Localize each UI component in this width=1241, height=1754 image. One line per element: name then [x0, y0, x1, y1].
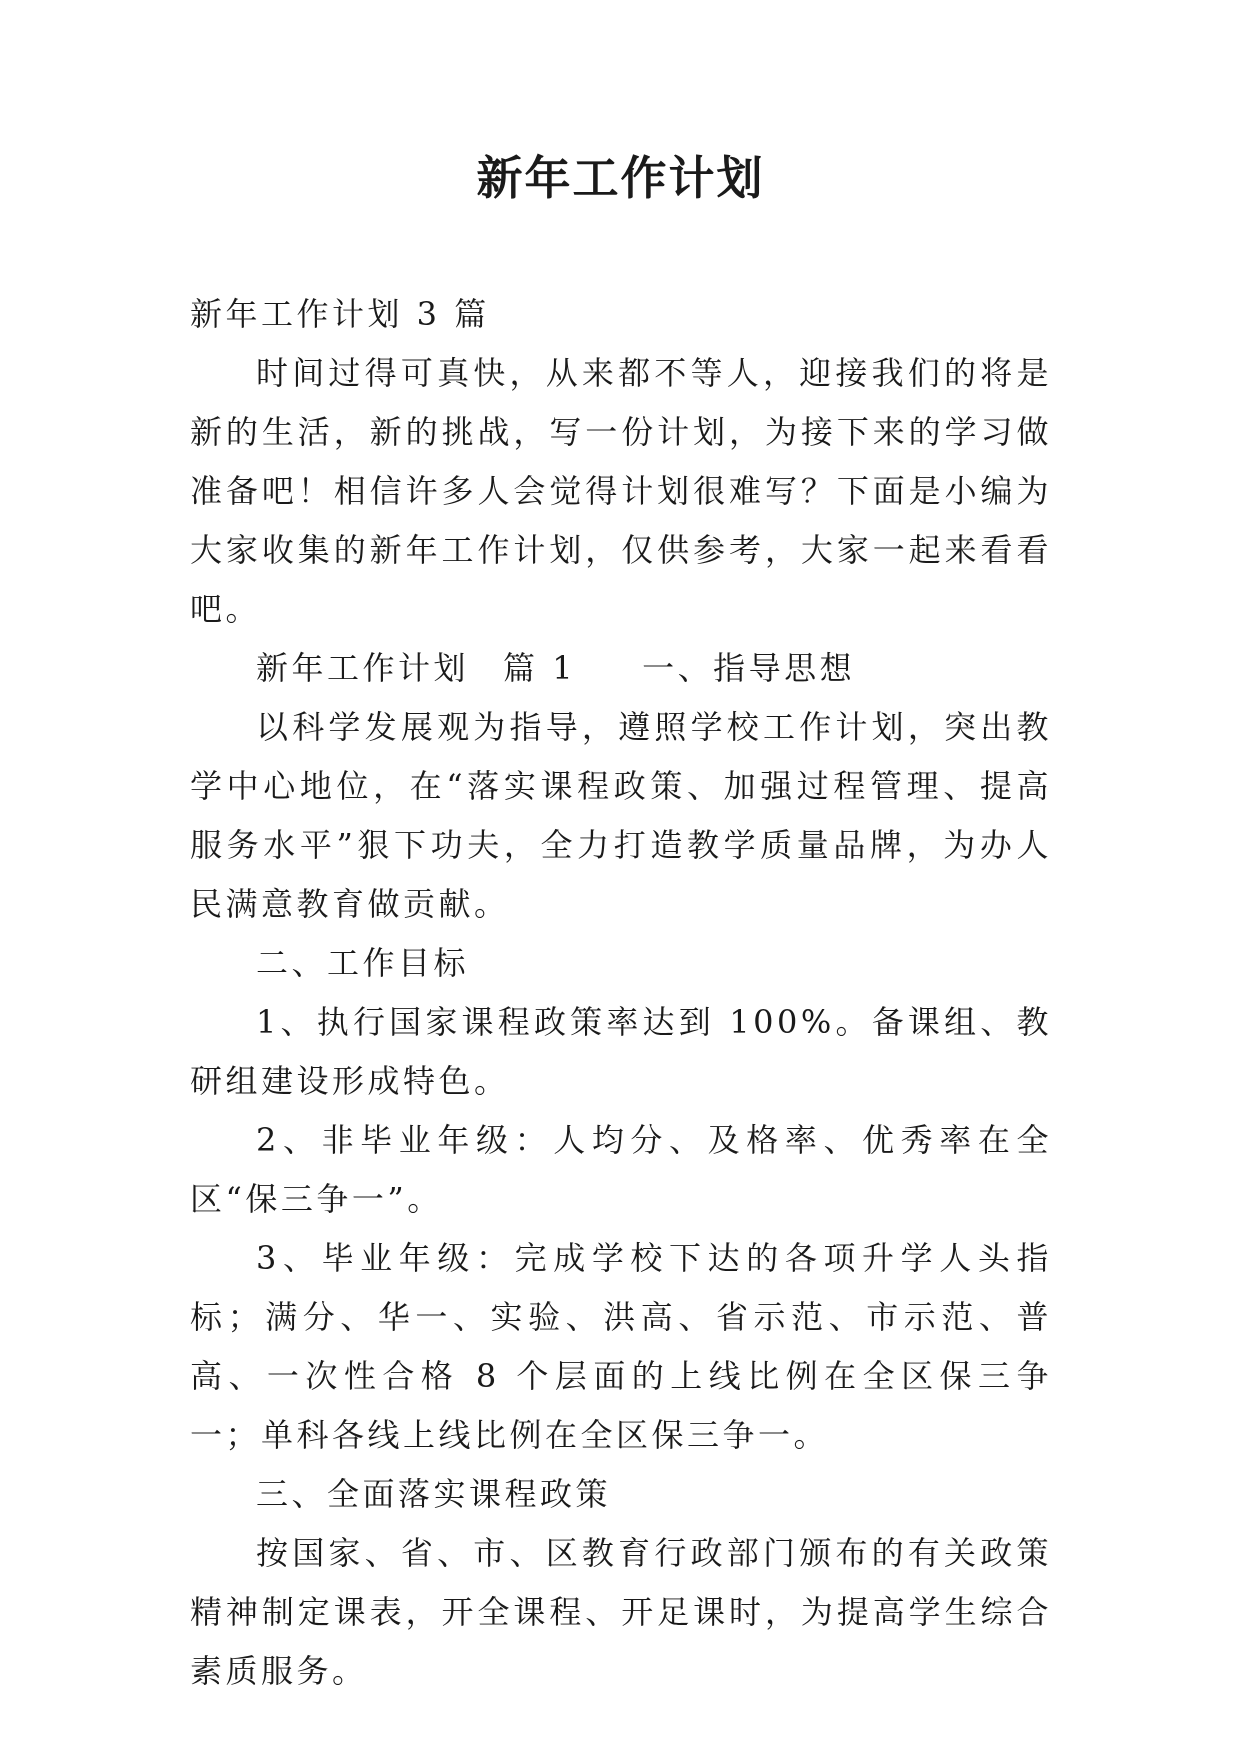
- goal-item-2: 2、非毕业年级：人均分、及格率、优秀率在全区“保三争一”。: [190, 1121, 1052, 1218]
- heading-work-goals: 二、工作目标: [256, 944, 470, 982]
- document-subtitle: 新年工作计划 3 篇: [190, 295, 490, 333]
- section-number: 篇 1: [503, 649, 577, 687]
- heading-curriculum-policy: 三、全面落实课程政策: [256, 1475, 612, 1513]
- curriculum-policy-paragraph: 按国家、省、市、区教育行政部门颁布的有关政策精神制定课表，开全课程、开足课时，为提高学生综合素质服务。: [190, 1534, 1052, 1690]
- intro-paragraph: 时间过得可真快，从来都不等人，迎接我们的将是新的生活，新的挑战，写一份计划，为接下来的学习做准备吧！相信许多人会觉得计划很难写？下面是小编为大家收集的新年工作计划，仅供参考，大家一起来看看吧。: [190, 354, 1052, 628]
- section-heading-line: [190, 639, 1052, 698]
- goal-item-1: 1、执行国家课程政策率达到 100%。备课组、教研组建设形成特色。: [190, 1003, 1052, 1100]
- heading-guiding-thought: 一、指导思想: [642, 649, 856, 687]
- goal-item-3: 3、毕业年级：完成学校下达的各项升学人头指标；满分、华一、实验、洪高、省示范、市示范、普高、一次性合格 8 个层面的上线比例在全区保三争一；单科各线上线比例在全区保三争一。: [190, 1239, 1052, 1454]
- guiding-thought-paragraph: 以科学发展观为指导，遵照学校工作计划，突出教学中心地位，在“落实课程政策、加强过程管理、提高服务水平”狠下功夫，全力打造教学质量品牌，为办人民满意教育做贡献。: [190, 708, 1052, 923]
- document-title: 新年工作计划: [476, 151, 765, 205]
- section-label: 新年工作计划: [256, 649, 470, 687]
- document-body: [190, 285, 1052, 1701]
